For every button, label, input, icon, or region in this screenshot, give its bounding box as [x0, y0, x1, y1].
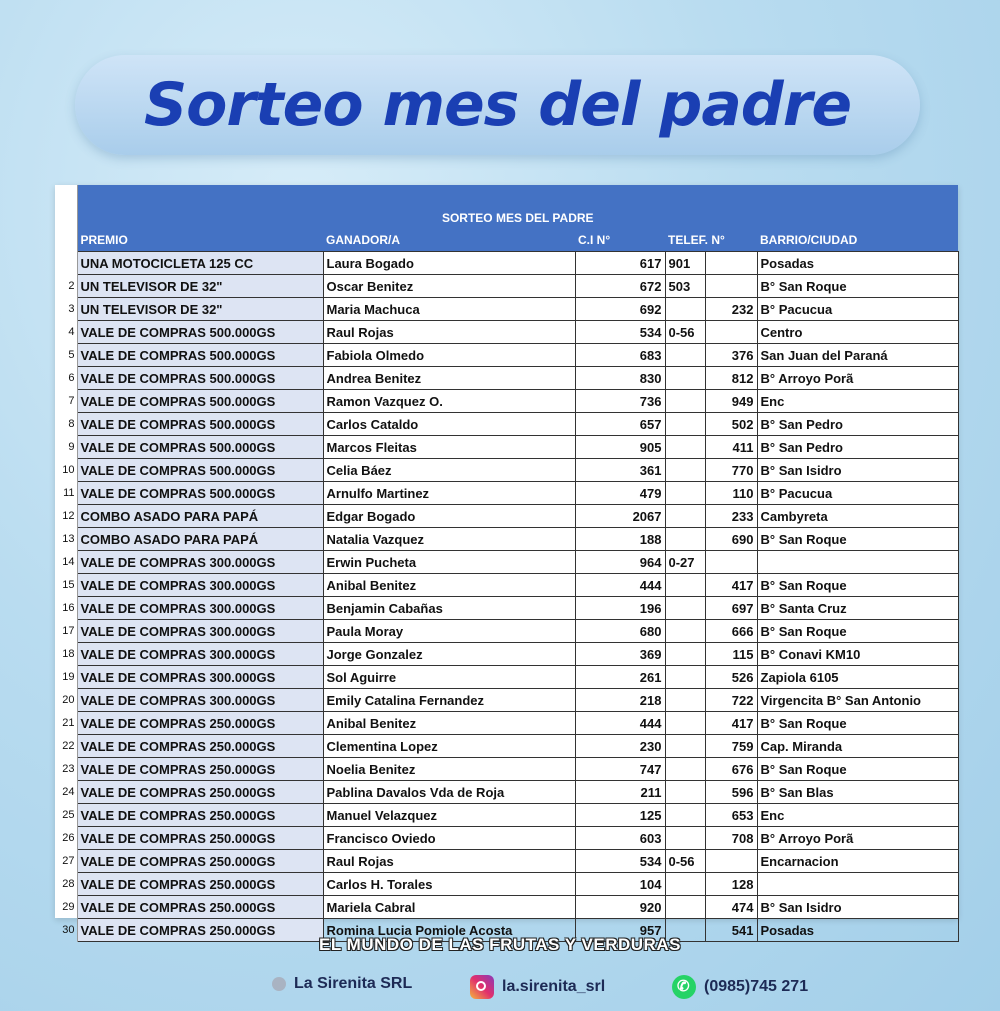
cell-telef: 722	[705, 689, 757, 712]
cell-telef-prefix	[665, 689, 705, 712]
contact-bar	[0, 975, 1000, 1003]
cell-ci: 747	[575, 758, 665, 781]
cell-telef: 115	[705, 643, 757, 666]
cell-premio: VALE DE COMPRAS 250.000GS	[77, 850, 323, 873]
row-number: 7	[55, 390, 77, 413]
header-ganador: GANADOR/A	[323, 229, 575, 252]
cell-telef-prefix	[665, 873, 705, 896]
cell-telef-prefix	[665, 413, 705, 436]
cell-ci: 211	[575, 781, 665, 804]
row-number: 4	[55, 321, 77, 344]
cell-premio: VALE DE COMPRAS 500.000GS	[77, 344, 323, 367]
cell-ci: 534	[575, 850, 665, 873]
row-number: 17	[55, 620, 77, 643]
cell-telef-prefix	[665, 344, 705, 367]
cell-premio: VALE DE COMPRAS 300.000GS	[77, 666, 323, 689]
cell-ganador: Raul Rojas	[323, 321, 575, 344]
table-row	[55, 666, 958, 689]
cell-telef-prefix	[665, 298, 705, 321]
cell-barrio: B° San Isidro	[757, 459, 958, 482]
cell-telef-prefix	[665, 436, 705, 459]
cell-telef: 128	[705, 873, 757, 896]
row-number: 13	[55, 528, 77, 551]
cell-ci: 672	[575, 275, 665, 298]
cell-telef-prefix	[665, 620, 705, 643]
cell-telef: 653	[705, 804, 757, 827]
footer-tagline: EL MUNDO DE LAS FRUTAS Y VERDURAS	[319, 935, 681, 954]
cell-telef: 110	[705, 482, 757, 505]
cell-ganador: Pablina Davalos Vda de Roja	[323, 781, 575, 804]
cell-premio: VALE DE COMPRAS 250.000GS	[77, 827, 323, 850]
cell-premio: VALE DE COMPRAS 250.000GS	[77, 804, 323, 827]
cell-premio: VALE DE COMPRAS 500.000GS	[77, 390, 323, 413]
cell-ganador: Sol Aguirre	[323, 666, 575, 689]
cell-telef: 666	[705, 620, 757, 643]
cell-premio: VALE DE COMPRAS 300.000GS	[77, 597, 323, 620]
cell-barrio: B° Conavi KM10	[757, 643, 958, 666]
cell-ganador: Anibal Benitez	[323, 574, 575, 597]
table-row	[55, 712, 958, 735]
cell-barrio: Posadas	[757, 919, 958, 942]
cell-ci: 920	[575, 896, 665, 919]
cell-ci: 188	[575, 528, 665, 551]
cell-barrio: B° San Pedro	[757, 413, 958, 436]
table-row	[55, 298, 958, 321]
cell-telef: 376	[705, 344, 757, 367]
row-number: 3	[55, 298, 77, 321]
cell-telef-prefix	[665, 781, 705, 804]
cell-telef-prefix	[665, 896, 705, 919]
cell-telef-prefix: 901	[665, 252, 705, 275]
cell-ci: 680	[575, 620, 665, 643]
spreadsheet	[55, 185, 958, 938]
row-number: 19	[55, 666, 77, 689]
cell-ci: 369	[575, 643, 665, 666]
table-row	[55, 896, 958, 919]
cell-ci: 957	[575, 919, 665, 942]
cell-ganador: Natalia Vazquez	[323, 528, 575, 551]
cell-barrio: B° Pacucua	[757, 482, 958, 505]
table-row	[55, 344, 958, 367]
header-premio: PREMIO	[77, 229, 323, 252]
table-row	[55, 827, 958, 850]
cell-barrio: San Juan del Paraná	[757, 344, 958, 367]
cell-premio: VALE DE COMPRAS 500.000GS	[77, 367, 323, 390]
cell-ganador: Anibal Benitez	[323, 712, 575, 735]
row-number: 25	[55, 804, 77, 827]
page-title: Sorteo mes del padre	[143, 70, 852, 140]
cell-ganador: Carlos Cataldo	[323, 413, 575, 436]
cell-telef-prefix	[665, 528, 705, 551]
winners-table	[55, 185, 959, 942]
cell-premio: VALE DE COMPRAS 300.000GS	[77, 574, 323, 597]
cell-telef-prefix: 0-56	[665, 321, 705, 344]
table-row	[55, 459, 958, 482]
cell-telef: 949	[705, 390, 757, 413]
cell-telef-prefix	[665, 666, 705, 689]
cell-premio: VALE DE COMPRAS 250.000GS	[77, 712, 323, 735]
cell-telef-prefix	[665, 367, 705, 390]
cell-barrio: Enc	[757, 804, 958, 827]
cell-ganador: Paula Moray	[323, 620, 575, 643]
table-row	[55, 781, 958, 804]
header-barrio: BARRIO/CIUDAD	[757, 229, 958, 252]
cell-ci: 104	[575, 873, 665, 896]
cell-barrio: Virgencita B° San Antonio	[757, 689, 958, 712]
cell-ci: 683	[575, 344, 665, 367]
cell-barrio: Zapiola 6105	[757, 666, 958, 689]
table-row	[55, 574, 958, 597]
table-row	[55, 436, 958, 459]
table-row	[55, 367, 958, 390]
row-number: 9	[55, 436, 77, 459]
cell-ganador: Mariela Cabral	[323, 896, 575, 919]
cell-premio: VALE DE COMPRAS 250.000GS	[77, 873, 323, 896]
cell-telef-prefix: 0-56	[665, 850, 705, 873]
cell-premio: VALE DE COMPRAS 300.000GS	[77, 689, 323, 712]
cell-barrio: B° San Roque	[757, 528, 958, 551]
row-number: 29	[55, 896, 77, 919]
cell-barrio: B° San Isidro	[757, 896, 958, 919]
instagram-contact[interactable]	[470, 975, 605, 999]
cell-telef-prefix	[665, 758, 705, 781]
cell-ganador: Edgar Bogado	[323, 505, 575, 528]
cell-ganador: Romina Lucia Pomiole Acosta	[323, 919, 575, 942]
row-number: 11	[55, 482, 77, 505]
cell-telef: 541	[705, 919, 757, 942]
cell-barrio: B° Santa Cruz	[757, 597, 958, 620]
row-number: 8	[55, 413, 77, 436]
table-row	[55, 275, 958, 298]
table-row	[55, 873, 958, 896]
band-title-row	[55, 207, 958, 229]
table-row	[55, 528, 958, 551]
cell-ganador: Benjamin Cabañas	[323, 597, 575, 620]
cell-telef: 474	[705, 896, 757, 919]
cell-ci: 230	[575, 735, 665, 758]
cell-ganador: Emily Catalina Fernandez	[323, 689, 575, 712]
cell-premio: VALE DE COMPRAS 250.000GS	[77, 781, 323, 804]
cell-barrio: B° Pacucua	[757, 298, 958, 321]
cell-telef	[705, 321, 757, 344]
cell-telef: 690	[705, 528, 757, 551]
cell-telef-prefix	[665, 459, 705, 482]
cell-ci: 125	[575, 804, 665, 827]
cell-telef-prefix	[665, 827, 705, 850]
cell-premio: VALE DE COMPRAS 250.000GS	[77, 919, 323, 942]
row-number	[55, 252, 77, 275]
header-row	[55, 229, 958, 252]
table-row	[55, 482, 958, 505]
cell-barrio: B° Arroyo Porã	[757, 367, 958, 390]
instagram-label: la.sirenita_srl	[502, 978, 606, 995]
cell-telef: 417	[705, 574, 757, 597]
cell-premio: COMBO ASADO PARA PAPÁ	[77, 528, 323, 551]
row-number: 30	[55, 919, 77, 942]
cell-ganador: Arnulfo Martinez	[323, 482, 575, 505]
cell-ci: 444	[575, 574, 665, 597]
cell-telef: 232	[705, 298, 757, 321]
cell-ci: 692	[575, 298, 665, 321]
row-number: 14	[55, 551, 77, 574]
cell-premio: VALE DE COMPRAS 250.000GS	[77, 896, 323, 919]
cell-premio: VALE DE COMPRAS 500.000GS	[77, 321, 323, 344]
facebook-icon	[272, 977, 286, 991]
cell-barrio: B° San Roque	[757, 758, 958, 781]
table-row	[55, 758, 958, 781]
cell-barrio: B° San Blas	[757, 781, 958, 804]
whatsapp-contact[interactable]	[672, 975, 808, 999]
row-number: 21	[55, 712, 77, 735]
cell-ganador: Marcos Fleitas	[323, 436, 575, 459]
table-row	[55, 689, 958, 712]
table-row	[55, 505, 958, 528]
table-row	[55, 390, 958, 413]
cell-premio: VALE DE COMPRAS 250.000GS	[77, 758, 323, 781]
cell-telef: 526	[705, 666, 757, 689]
cell-premio: VALE DE COMPRAS 300.000GS	[77, 643, 323, 666]
cell-ganador: Laura Bogado	[323, 252, 575, 275]
cell-telef	[705, 252, 757, 275]
facebook-label: La Sirenita SRL	[294, 975, 413, 992]
cell-telef-prefix	[665, 597, 705, 620]
row-number: 15	[55, 574, 77, 597]
cell-ci: 603	[575, 827, 665, 850]
cell-telef-prefix	[665, 643, 705, 666]
facebook-contact[interactable]	[272, 975, 412, 993]
cell-telef-prefix	[665, 505, 705, 528]
cell-ci: 736	[575, 390, 665, 413]
row-number: 23	[55, 758, 77, 781]
table-row	[55, 735, 958, 758]
cell-barrio: Encarnacion	[757, 850, 958, 873]
cell-ci: 964	[575, 551, 665, 574]
cell-telef-prefix: 0-27	[665, 551, 705, 574]
cell-premio: UNA MOTOCICLETA 125 CC	[77, 252, 323, 275]
row-number: 12	[55, 505, 77, 528]
table-row	[55, 620, 958, 643]
cell-premio: VALE DE COMPRAS 250.000GS	[77, 735, 323, 758]
cell-telef: 596	[705, 781, 757, 804]
cell-ganador: Maria Machuca	[323, 298, 575, 321]
row-number: 10	[55, 459, 77, 482]
cell-premio: VALE DE COMPRAS 500.000GS	[77, 459, 323, 482]
cell-telef: 759	[705, 735, 757, 758]
header-telef: TELEF. N°	[665, 229, 757, 252]
cell-telef: 417	[705, 712, 757, 735]
cell-barrio: B° San Roque	[757, 574, 958, 597]
row-number: 16	[55, 597, 77, 620]
cell-telef-prefix: 503	[665, 275, 705, 298]
cell-telef-prefix	[665, 712, 705, 735]
cell-ganador: Andrea Benitez	[323, 367, 575, 390]
cell-ci: 2067	[575, 505, 665, 528]
table-row	[55, 804, 958, 827]
row-number: 20	[55, 689, 77, 712]
cell-ganador: Erwin Pucheta	[323, 551, 575, 574]
cell-premio: VALE DE COMPRAS 500.000GS	[77, 482, 323, 505]
cell-ci: 617	[575, 252, 665, 275]
cell-barrio: Cap. Miranda	[757, 735, 958, 758]
cell-telef	[705, 551, 757, 574]
cell-telef: 812	[705, 367, 757, 390]
cell-barrio: B° Arroyo Porã	[757, 827, 958, 850]
cell-ganador: Noelia Benitez	[323, 758, 575, 781]
cell-ci: 444	[575, 712, 665, 735]
table-title: SORTEO MES DEL PADRE	[77, 207, 958, 229]
row-number: 24	[55, 781, 77, 804]
cell-premio: VALE DE COMPRAS 300.000GS	[77, 620, 323, 643]
cell-ganador: Clementina Lopez	[323, 735, 575, 758]
table-row	[55, 551, 958, 574]
cell-ci: 361	[575, 459, 665, 482]
cell-barrio: B° San Roque	[757, 620, 958, 643]
cell-ganador: Ramon Vazquez O.	[323, 390, 575, 413]
row-number: 22	[55, 735, 77, 758]
cell-ci: 479	[575, 482, 665, 505]
table-row	[55, 597, 958, 620]
table-row	[55, 252, 958, 275]
table-row	[55, 413, 958, 436]
whatsapp-label: (0985)745 271	[704, 978, 809, 995]
cell-barrio: B° San Roque	[757, 275, 958, 298]
cell-ganador: Carlos H. Torales	[323, 873, 575, 896]
cell-telef: 708	[705, 827, 757, 850]
cell-telef-prefix	[665, 574, 705, 597]
cell-barrio: B° San Roque	[757, 712, 958, 735]
cell-premio: UN TELEVISOR DE 32"	[77, 298, 323, 321]
cell-premio: VALE DE COMPRAS 500.000GS	[77, 413, 323, 436]
cell-telef: 676	[705, 758, 757, 781]
cell-premio: UN TELEVISOR DE 32"	[77, 275, 323, 298]
row-number: 28	[55, 873, 77, 896]
cell-barrio: Cambyreta	[757, 505, 958, 528]
cell-barrio	[757, 551, 958, 574]
table-row	[55, 643, 958, 666]
cell-ganador: Celia Báez	[323, 459, 575, 482]
cell-barrio: B° San Pedro	[757, 436, 958, 459]
cell-telef	[705, 850, 757, 873]
cell-ci: 830	[575, 367, 665, 390]
cell-ganador: Raul Rojas	[323, 850, 575, 873]
cell-ganador: Manuel Velazquez	[323, 804, 575, 827]
whatsapp-icon	[672, 975, 696, 999]
cell-telef-prefix	[665, 390, 705, 413]
cell-telef-prefix	[665, 735, 705, 758]
cell-ci: 218	[575, 689, 665, 712]
cell-ganador: Jorge Gonzalez	[323, 643, 575, 666]
cell-barrio: Centro	[757, 321, 958, 344]
row-number: 18	[55, 643, 77, 666]
cell-ganador: Oscar Benitez	[323, 275, 575, 298]
cell-ci: 905	[575, 436, 665, 459]
table-row	[55, 321, 958, 344]
band-row	[55, 185, 958, 207]
cell-barrio	[757, 873, 958, 896]
cell-telef	[705, 275, 757, 298]
row-number: 2	[55, 275, 77, 298]
cell-telef: 697	[705, 597, 757, 620]
cell-ci: 534	[575, 321, 665, 344]
cell-ci: 261	[575, 666, 665, 689]
table-row	[55, 850, 958, 873]
cell-ci: 196	[575, 597, 665, 620]
row-number: 6	[55, 367, 77, 390]
cell-telef-prefix	[665, 482, 705, 505]
header-ci: C.I N°	[575, 229, 665, 252]
cell-premio: VALE DE COMPRAS 500.000GS	[77, 436, 323, 459]
cell-barrio: Enc	[757, 390, 958, 413]
cell-telef: 233	[705, 505, 757, 528]
cell-barrio: Posadas	[757, 252, 958, 275]
row-number: 5	[55, 344, 77, 367]
cell-premio: VALE DE COMPRAS 300.000GS	[77, 551, 323, 574]
cell-telef: 502	[705, 413, 757, 436]
instagram-icon	[470, 975, 494, 999]
cell-telef-prefix	[665, 804, 705, 827]
cell-ganador: Fabiola Olmedo	[323, 344, 575, 367]
row-number: 27	[55, 850, 77, 873]
cell-telef: 411	[705, 436, 757, 459]
row-number: 26	[55, 827, 77, 850]
cell-ci: 657	[575, 413, 665, 436]
title-banner	[75, 55, 920, 155]
cell-telef: 770	[705, 459, 757, 482]
cell-ganador: Francisco Oviedo	[323, 827, 575, 850]
cell-premio: COMBO ASADO PARA PAPÁ	[77, 505, 323, 528]
